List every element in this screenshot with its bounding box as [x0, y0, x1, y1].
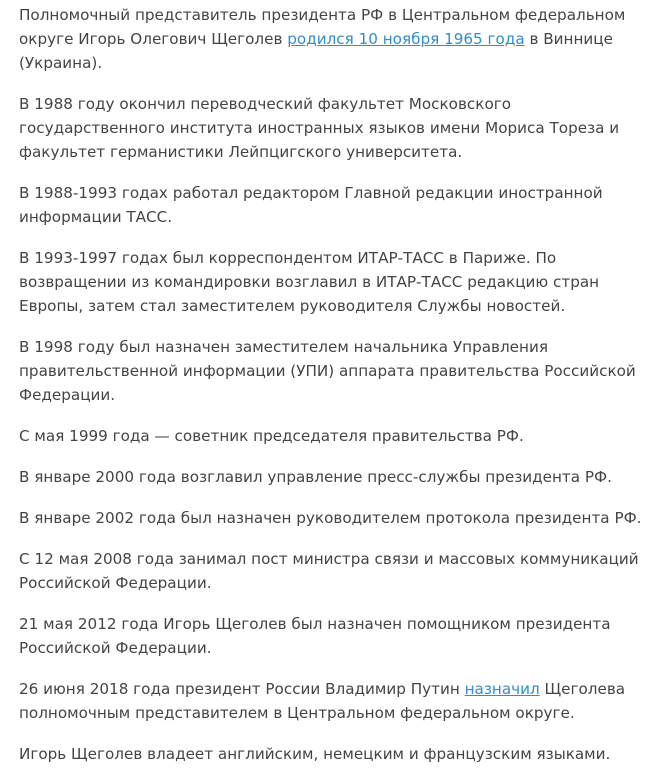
paragraph-government-info: В 1998 году был назначен заместителем начальника Управления правительственной информации (УПИ) аппарата правительства Российской Федерации. [19, 338, 636, 404]
article-body [19, 0, 649, 783]
paragraph-minister: С 12 мая 2008 года занимал пост министра связи и массовых коммуникаций Российской Федерации. [19, 550, 639, 592]
paragraph-education: В 1988 году окончил переводческий факультет Московского государственного института иностранных языков имени Мориса Тореза и факультет германистики Лейпцигского университета. [19, 95, 620, 161]
paragraph-presidential-aide: 21 мая 2012 года Игорь Щеголев был назначен помощником президента Российской Федерации. [19, 615, 611, 657]
paragraph-appointment [19, 677, 649, 725]
paragraph-advisor: С мая 1999 года — советник председателя правительства РФ. [19, 427, 524, 445]
paragraph-birth-text-after: в Виннице (Украина). [19, 30, 613, 72]
paragraph-birth [19, 3, 649, 75]
paragraph-protocol: В январе 2002 года был назначен руководителем протокола президента РФ. [19, 509, 642, 527]
birth-date-link[interactable]: родился 10 ноября 1965 года [287, 30, 525, 48]
paragraph-appointment-text-before: 26 июня 2018 года президент России Владимир Путин [19, 680, 465, 698]
paragraph-languages: Игорь Щеголев владеет английским, немецким и французским языками. [19, 745, 611, 763]
paragraph-birth-text-before: Полномочный представитель президента РФ в Центральном федеральном округе Игорь Олегович Щеголев [19, 6, 626, 48]
paragraph-paris-correspondent: В 1993-1997 годах был корреспондентом ИТАР-ТАСС в Париже. По возвращении из командировки возглавил в ИТАР-ТАСС редакцию стран Европы, затем стал заместителем руководителя Службы новостей. [19, 249, 600, 315]
paragraph-tass-editor: В 1988-1993 годах работал редактором Главной редакции иностранной информации ТАСС. [19, 184, 603, 226]
appointed-link[interactable]: назначил [464, 680, 540, 698]
paragraph-press-service: В январе 2000 года возглавил управление пресс-службы президента РФ. [19, 468, 612, 486]
paragraph-appointment-text-after: Щеголева полномочным представителем в Центральном федеральном округе. [19, 680, 626, 722]
